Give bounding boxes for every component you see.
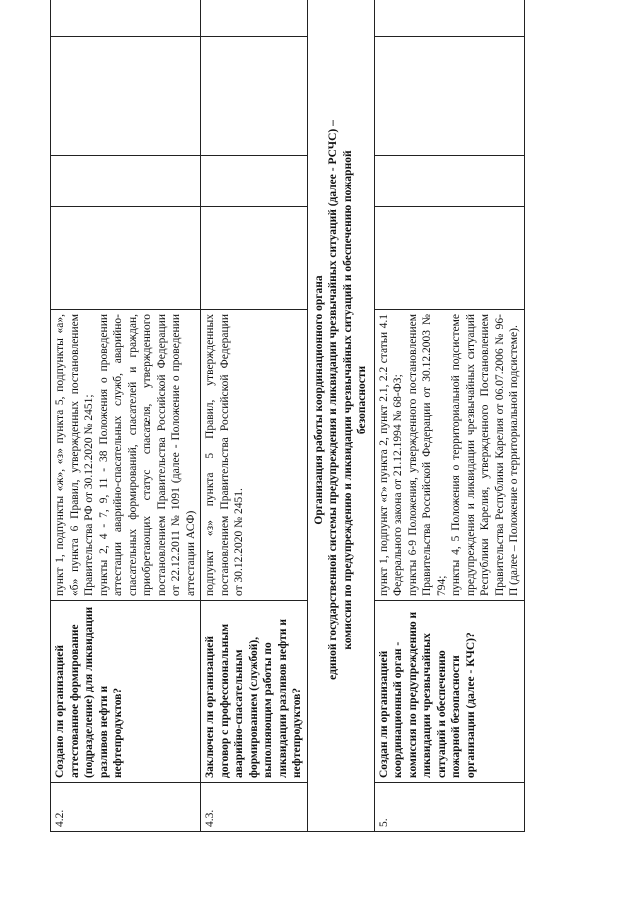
answer-no-cell xyxy=(374,156,524,207)
row-number: 5. xyxy=(374,783,524,832)
notes-cell xyxy=(201,0,308,37)
row-number: 4.2. xyxy=(51,783,201,832)
rotated-page-content xyxy=(50,32,628,832)
question-cell: Заключен ли организацией договор с профессиональным аварийно-спасательным формированием (службой), выполняющим работы по ликвидации разливов нефти и нефтепродуктов? xyxy=(201,601,308,783)
section-title: Организация работы координационного органа единой государственной системы предупреждения и ликвидации чрезвычайных ситуаций (далее - РСЧС) – комиссии по предупреждению и ликвидации чрезвычайных ситуаций и обеспечению пожарной безопасности xyxy=(307,0,374,832)
answer-yes-cell xyxy=(51,207,201,310)
answer-no-cell xyxy=(201,156,308,207)
reference-cell: подпункт «з» пункта 5 Правил, утвержденных постановлением Правительства Российской Федерации от 30.12.2020 № 2451. xyxy=(201,310,308,601)
reference-cell: пункт 1, подпункты «ж», «з» пункта 5, подпункты «а», «б» пункта 6 Правил, утвержденных постановлением Правительства РФ от 30.12.2020 № 2451; пункты 2, 4 - 7, 9, 11 - 38 Положения о проведении аттестации аварийно-спасательных служб, аварийно-спасательных формирований, спасателей и граждан, приобретающих статус спасателя, утвержденного постановлением Правительства Российской Федерации от 22.12.2011 № 1091 (далее - Положение о проведении аттестации АСФ) xyxy=(51,310,201,601)
answer-no-cell xyxy=(51,156,201,207)
notes-cell xyxy=(374,0,524,37)
answer-na-cell xyxy=(201,37,308,156)
question-cell: Создан ли организацией координационный орган - комиссия по предупреждению и ликвидации чрезвычайных ситуаций и обеспечению пожарной безопасности организации (далее - КЧС)? xyxy=(374,601,524,783)
notes-cell xyxy=(51,0,201,37)
answer-yes-cell xyxy=(201,207,308,310)
answer-na-cell xyxy=(374,37,524,156)
row-number: 4.3. xyxy=(201,783,308,832)
table-row xyxy=(51,0,201,832)
reference-cell: пункт 1, подпункт «г» пункта 2, пункт 2.1, 2.2 статьи 4.1 Федерального закона от 21.12.1994 № 68-ФЗ; пункты 6-9 Положения, утвержденного постановлением Правительства Российской Федерации от 30.12.2003 № 794; пункты 4, 5 Положения о территориальной подсистеме предупреждения и ликвидации чрезвычайных ситуаций Республики Карелия, утвержденного Постановлением Правительства Республики Карелия от 06.07.2006 № 96-П (далее – Положение о территориальной подсистеме). xyxy=(374,310,524,601)
answer-na-cell xyxy=(51,37,201,156)
checklist-table xyxy=(50,0,525,832)
answer-yes-cell xyxy=(374,207,524,310)
table-row xyxy=(374,0,524,832)
section-header-row xyxy=(307,0,374,832)
question-cell: Создано ли организацией аттестованное формирование (подразделение) для ликвидации разливов нефти и нефтепродуктов? xyxy=(51,601,201,783)
table-row xyxy=(201,0,308,832)
